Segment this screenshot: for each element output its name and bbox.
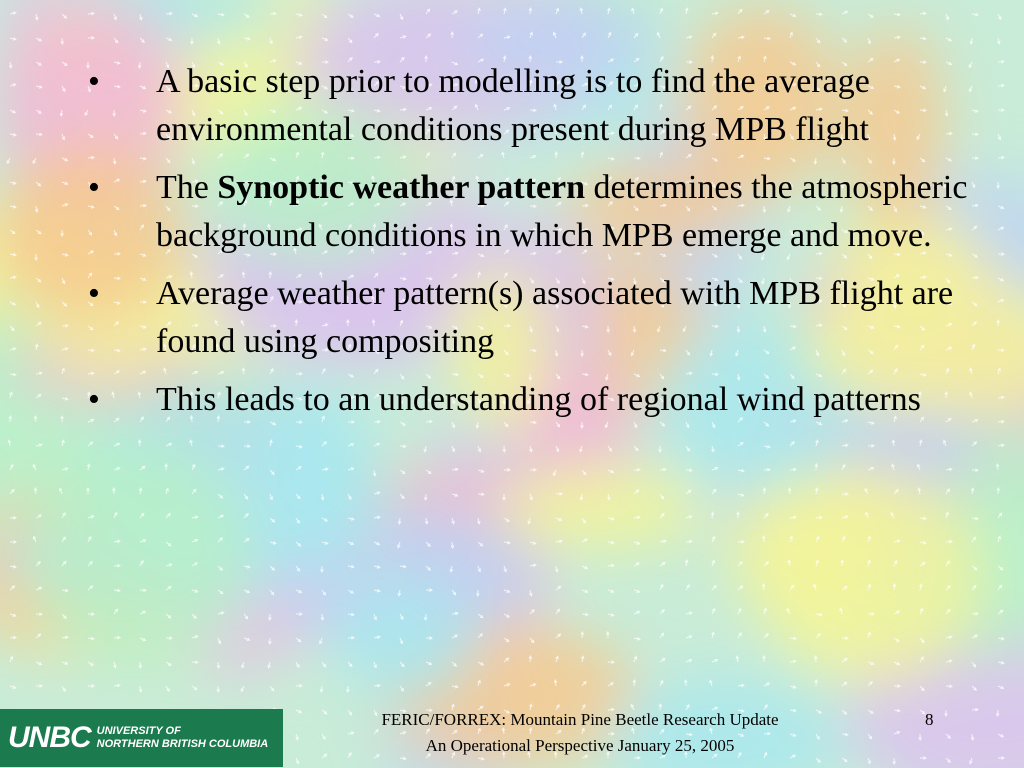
footer-line-1: FERIC/FORREX: Mountain Pine Beetle Research Update bbox=[381, 710, 779, 729]
footer-text bbox=[330, 707, 830, 759]
bullet-list bbox=[70, 58, 970, 434]
bullet-text: The bbox=[156, 169, 218, 206]
bullet-text: determines the atmospheric background conditions in which MPB emerge and move. bbox=[156, 169, 968, 254]
bullet-text: A basic step prior to modelling is to find the average environmental conditions present during MPB flight bbox=[156, 63, 870, 148]
bullet-text: This leads to an understanding of regional wind patterns bbox=[156, 381, 921, 418]
logo-line-2: NORTHERN BRITISH COLUMBIA bbox=[96, 738, 269, 750]
bullet-item bbox=[70, 164, 970, 260]
bullet-text-bold: Synoptic weather pattern bbox=[217, 169, 586, 206]
logo-line-1: UNIVERSITY OF bbox=[96, 725, 181, 737]
logo-mark: UNBC bbox=[8, 721, 91, 754]
bullet-text: Average weather pattern(s) associated with MPB flight are found using compositing bbox=[156, 275, 954, 360]
bullet-item bbox=[70, 376, 970, 424]
bullet-item bbox=[70, 58, 970, 154]
bullet-icon: • bbox=[88, 63, 100, 100]
unbc-logo bbox=[0, 709, 283, 767]
logo-text bbox=[97, 725, 269, 751]
bullet-item bbox=[70, 270, 970, 366]
page-number: 8 bbox=[925, 710, 934, 729]
footer-line-2: An Operational Perspective January 25, 2005 bbox=[425, 736, 735, 755]
bullet-icon: • bbox=[88, 381, 100, 418]
bullet-icon: • bbox=[88, 275, 100, 312]
bullet-icon: • bbox=[88, 169, 100, 206]
